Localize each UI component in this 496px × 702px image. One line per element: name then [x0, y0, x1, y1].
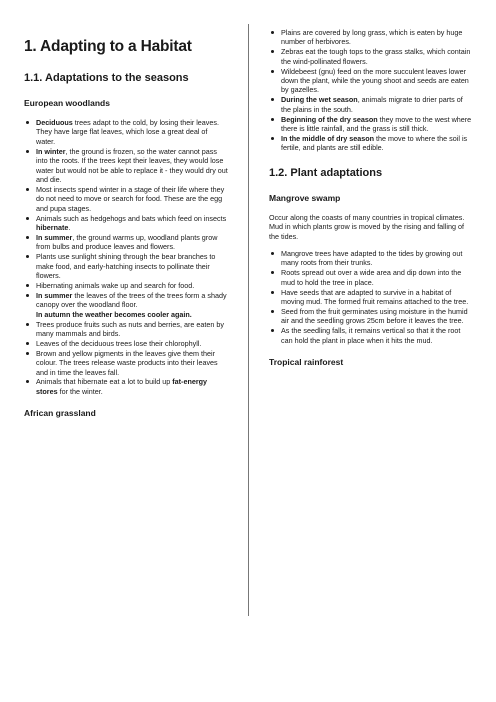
- bold-text: In winter: [36, 146, 66, 156]
- item-text: , the ground is frozen, so the water cannot pass into the roots. If the trees kept their leaves, they would lose water but would not be able to replace it - they would dry out and die.: [36, 146, 228, 184]
- list-item: [36, 252, 228, 280]
- bold-text: Beginning of the dry season: [281, 114, 378, 124]
- item-text: , the ground warms up, woodland plants grow from bulbs and produce leaves and flowers.: [36, 232, 218, 252]
- list-item: [36, 320, 228, 339]
- bold-text: fat-energy stores: [36, 377, 208, 396]
- column-divider: [248, 24, 249, 616]
- item-text: .: [68, 222, 71, 232]
- subheading-tropical-rainforest: Tropical rainforest: [269, 357, 344, 368]
- list-item: [281, 47, 473, 66]
- list-item: [36, 291, 228, 319]
- item-text: the leaves of the trees of the trees form a shady canopy over the woodland floor.: [36, 290, 227, 310]
- item-text: Zebras eat the tough tops to the grass stalks, which contain the wind-pollinated flowers.: [281, 47, 471, 66]
- page-title: 1. Adapting to a Habitat: [24, 38, 192, 55]
- item-text: Animals that hibernate eat a lot to build up: [36, 377, 173, 387]
- list-item: [281, 288, 473, 307]
- list-item: [36, 185, 228, 213]
- item-text: Trees produce fruits such as nuts and berries, are eaten by many mammals and birds.: [36, 319, 224, 338]
- item-text: Wildebeest (gnu) feed on the more succulent leaves lower down the plant, while the young shoot and seeds are eaten by gazelles.: [281, 66, 469, 95]
- list-item: [36, 118, 228, 146]
- subheading-mangrove-swamp: Mangrove swamp: [269, 192, 341, 203]
- list-item: [36, 233, 228, 252]
- bold-text: hibernate: [36, 222, 69, 232]
- subheading-african-grassland: African grassland: [24, 408, 96, 419]
- item-text: for the winter.: [57, 386, 103, 396]
- subheading-european-woodlands: European woodlands: [24, 98, 110, 108]
- section-heading-plant-adaptations: 1.2. Plant adaptations: [269, 166, 383, 179]
- bold-text: In the middle of dry season: [281, 133, 375, 143]
- bold-subline: In autumn the weather becomes cooler again.: [36, 309, 192, 319]
- bold-text: In summer: [36, 290, 73, 300]
- right-column: [269, 28, 473, 377]
- item-text: Mangrove trees have adapted to the tides by growing out many roots from their trunks.: [281, 249, 463, 268]
- bold-text: In summer: [36, 232, 73, 242]
- bold-text: Deciduous: [36, 118, 73, 127]
- woodlands-list: [24, 118, 228, 396]
- list-item: [281, 249, 473, 268]
- item-text: trees adapt to the cold, by losing their leaves. They have large flat leaves, which lose a great deal of water.: [36, 118, 219, 146]
- mangrove-intro: Occur along the coasts of many countries in tropical climates. Mud in which plants grow is moved by the rising and falling of the tides.: [269, 212, 465, 241]
- item-text: Plains are covered by long grass, which is eaten by huge number of herbivores.: [281, 28, 463, 47]
- item-text: they move to the west where there is little rainfall, and the grass is still thick.: [281, 114, 472, 134]
- list-item: [281, 307, 473, 326]
- bold-text: During the wet season: [281, 95, 358, 105]
- item-text: the move to where the soil is fertile, and plants are still edible.: [281, 133, 468, 153]
- list-item: [281, 268, 473, 287]
- item-text: Roots spread out over a wide area and dip down into the mud to hold the tree in place.: [281, 268, 462, 287]
- list-item: [281, 95, 473, 114]
- item-text: As the seedling falls, it remains vertical so that it the root can hold the plant in place when it hits the mud.: [281, 326, 461, 345]
- list-item: [281, 326, 473, 345]
- list-item: [36, 281, 228, 290]
- item-text: Animals such as hedgehogs and bats which feed on insects: [36, 213, 227, 223]
- item-text: Plants use sunlight shining through the bear branches to make food, and early-hatching insects to pollinate their flowers.: [36, 252, 216, 280]
- list-item: [36, 377, 228, 396]
- item-text: Hibernating animals wake up and search for food.: [36, 280, 195, 290]
- item-text: Seed from the fruit germinates using moisture in the humid air and the seedling grows 25cm before it leaves the tree.: [281, 306, 468, 326]
- mangrove-list: [269, 249, 473, 345]
- item-text: Have seeds that are adapted to survive in a habitat of moving mud. The formed fruit remains attached to the tree.: [281, 287, 469, 307]
- item-text: , animals migrate to drier parts of the plains in the south.: [281, 95, 463, 114]
- item-text: Leaves of the deciduous trees lose their chlorophyll.: [36, 338, 202, 348]
- item-text: Brown and yellow pigments in the leaves give them their colour. The trees release waste products into their leaves and in time the leaves fall.: [36, 348, 218, 377]
- list-item: [281, 115, 473, 134]
- list-item: [281, 134, 473, 153]
- list-item: [36, 339, 228, 348]
- section-heading-seasons: 1.1. Adaptations to the seasons: [24, 72, 189, 84]
- item-text: Most insects spend winter in a stage of their life where they do not need to move or search for food. These are the egg and pupa stages.: [36, 184, 225, 213]
- grassland-list: [269, 28, 473, 153]
- list-item: [281, 28, 473, 47]
- left-column: [24, 30, 228, 428]
- list-item: [36, 349, 228, 377]
- list-item: [36, 147, 228, 185]
- list-item: [281, 67, 473, 95]
- list-item: [36, 214, 228, 233]
